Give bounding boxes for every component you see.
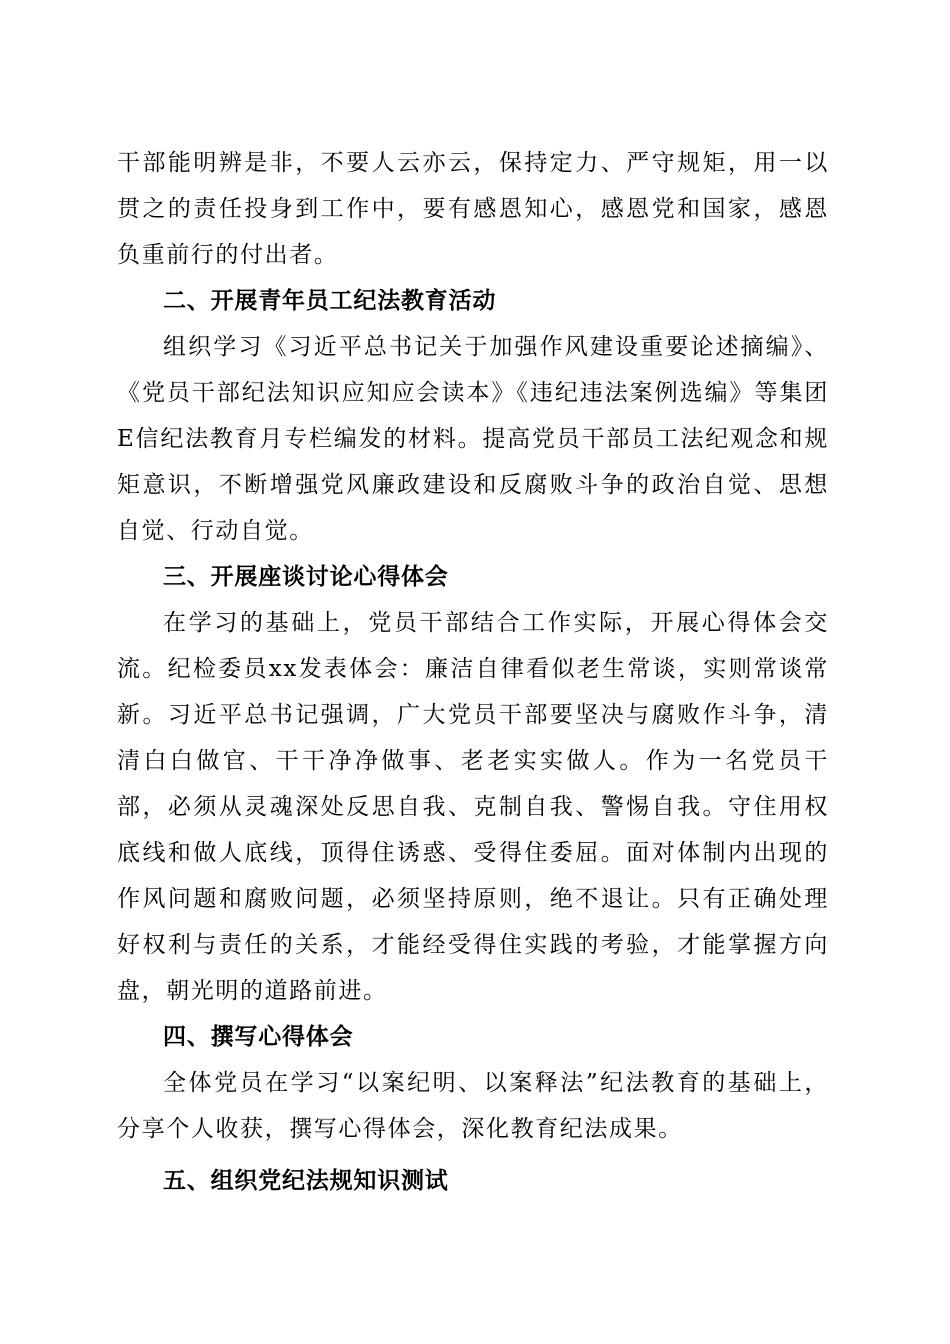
section-heading-2: 二、开展青年员工纪法教育活动 — [163, 288, 497, 314]
document-page — [117, 140, 829, 1204]
paragraph-study-materials: 组织学习《习近平总书记关于加强作风建设重要论述摘编》、《党员干部纪法知识应知应会读本》《违纪违法案例选编》等集团E信纪法教育月专栏编发的材料。提高党员干部员工法纪观念和规矩意识，不断增强党风廉政建设和反腐败斗争的政治自觉、思想自觉、行动自觉。 — [117, 334, 829, 544]
paragraph-continuation: 干部能明辨是非，不要人云亦云，保持定力、严守规矩，用一以贯之的责任投身到工作中，要有感恩知心，感恩党和国家，感恩负重前行的付出者。 — [117, 150, 829, 268]
section-heading-3: 三、开展座谈讨论心得体会 — [163, 564, 449, 590]
section-heading-5: 五、组织党纪法规知识测试 — [163, 1168, 449, 1194]
paragraph-discussion: 在学习的基础上，党员干部结合工作实际，开展心得体会交流。纪检委员xx发表体会：廉洁自律看似老生常谈，实则常谈常新。习近平总书记强调，广大党员干部要坚决与腐败作斗争，清清白白做官、干干净净做事、老老实实做人。作为一名党员干部，必须从灵魂深处反思自我、克制自我、警惕自我。守住用权底线和做人底线，顶得住诱惑、受得住委屈。面对体制内出现的作风问题和腐败问题，必须坚持原则，绝不退让。只有正确处理好权利与责任的关系，才能经受得住实践的考验，才能掌握方向盘，朝光明的道路前进。 — [117, 610, 829, 1004]
paragraph-writing: 全体党员在学习“以案纪明、以案释法”纪法教育的基础上，分享个人收获，撰写心得体会，深化教育纪法成果。 — [117, 1070, 829, 1142]
section-heading-4: 四、撰写心得体会 — [163, 1024, 354, 1050]
